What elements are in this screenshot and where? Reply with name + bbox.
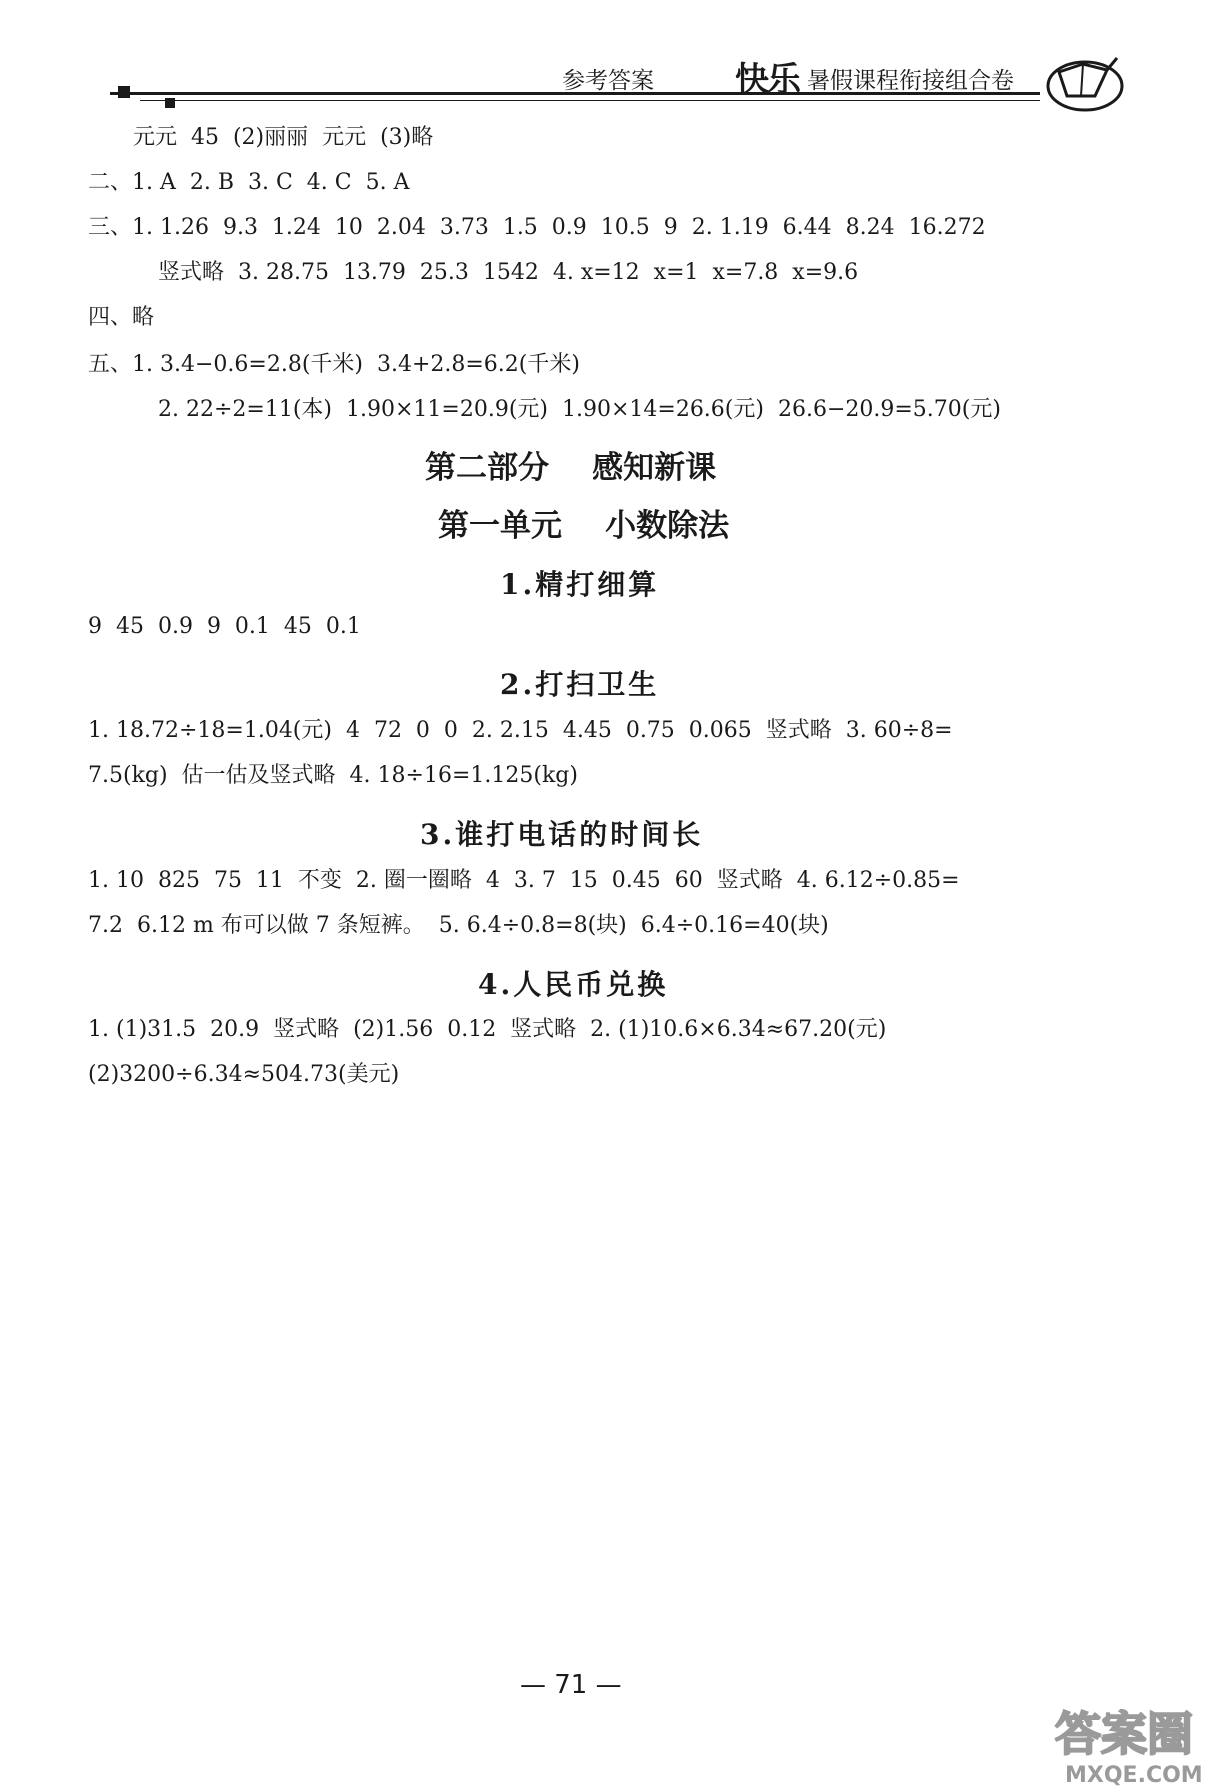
- answer-line: 竖式略 3. 28.75 13.79 25.3 1542 4. x=12 x=1 x=7.8 x=9.6: [158, 260, 859, 285]
- answer-line: 1. (1)31.5 20.9 竖式略 (2)1.56 0.12 竖式略 2. (1)10.6×6.34≈67.20(元): [88, 1017, 887, 1042]
- answer-line: 五、1. 3.4−0.6=2.8(千米) 3.4+2.8=6.2(千米): [88, 352, 580, 377]
- answer-line: 7.2 6.12 m 布可以做 7 条短裤。 5. 6.4÷0.8=8(块) 6.4÷0.16=40(块): [88, 913, 829, 938]
- lesson-title: 3.谁打电话的时间长: [420, 818, 704, 851]
- lesson-title: 4.人民币兑换: [478, 968, 669, 1001]
- header-brand: 快乐: [735, 60, 799, 100]
- watermark-logo: [1050, 1690, 1220, 1790]
- lesson-title: 1.精打细算: [500, 568, 660, 601]
- answer-line: 三、1. 1.26 9.3 1.24 10 2.04 3.73 1.5 0.9 10.5 9 2. 1.19 6.44 8.24 16.272: [88, 215, 986, 240]
- part-title: 第二部分 感知新课: [425, 450, 717, 486]
- header-series-title: 暑假课程衔接组合卷: [807, 68, 1014, 94]
- unit-title: 第一单元 小数除法: [438, 508, 730, 544]
- header-ref-label: 参考答案: [562, 68, 654, 94]
- page-header: [110, 50, 1120, 120]
- page-number: — 71 —: [520, 1670, 622, 1700]
- answer-line: 二、1. A 2. B 3. C 4. C 5. A: [88, 170, 410, 195]
- answer-line: 1. 18.72÷18=1.04(元) 4 72 0 0 2. 2.15 4.45 0.75 0.065 竖式略 3. 60÷8=: [88, 718, 953, 743]
- watermark-text: 答案圈: [1055, 1707, 1193, 1761]
- header-rule-thin: [140, 100, 1040, 101]
- lesson-title: 2.打扫卫生: [500, 668, 660, 701]
- answer-line: 元元 45 (2)丽丽 元元 (3)略: [133, 125, 434, 150]
- answer-line: (2)3200÷6.34≈504.73(美元): [88, 1062, 400, 1087]
- answer-line: 7.5(kg) 估一估及竖式略 4. 18÷16=1.125(kg): [88, 763, 578, 788]
- answer-line: 四、略: [88, 305, 155, 330]
- book-emblem-icon: [1045, 50, 1125, 116]
- answer-line: 2. 22÷2=11(本) 1.90×11=20.9(元) 1.90×14=26.6(元) 26.6−20.9=5.70(元): [158, 397, 1001, 422]
- answer-line: 1. 10 825 75 11 不变 2. 圈一圈略 4 3. 7 15 0.45 60 竖式略 4. 6.12÷0.85=: [88, 868, 960, 893]
- answer-line: 9 45 0.9 9 0.1 45 0.1: [88, 614, 361, 639]
- watermark-url: MXQE.COM: [1065, 1763, 1203, 1788]
